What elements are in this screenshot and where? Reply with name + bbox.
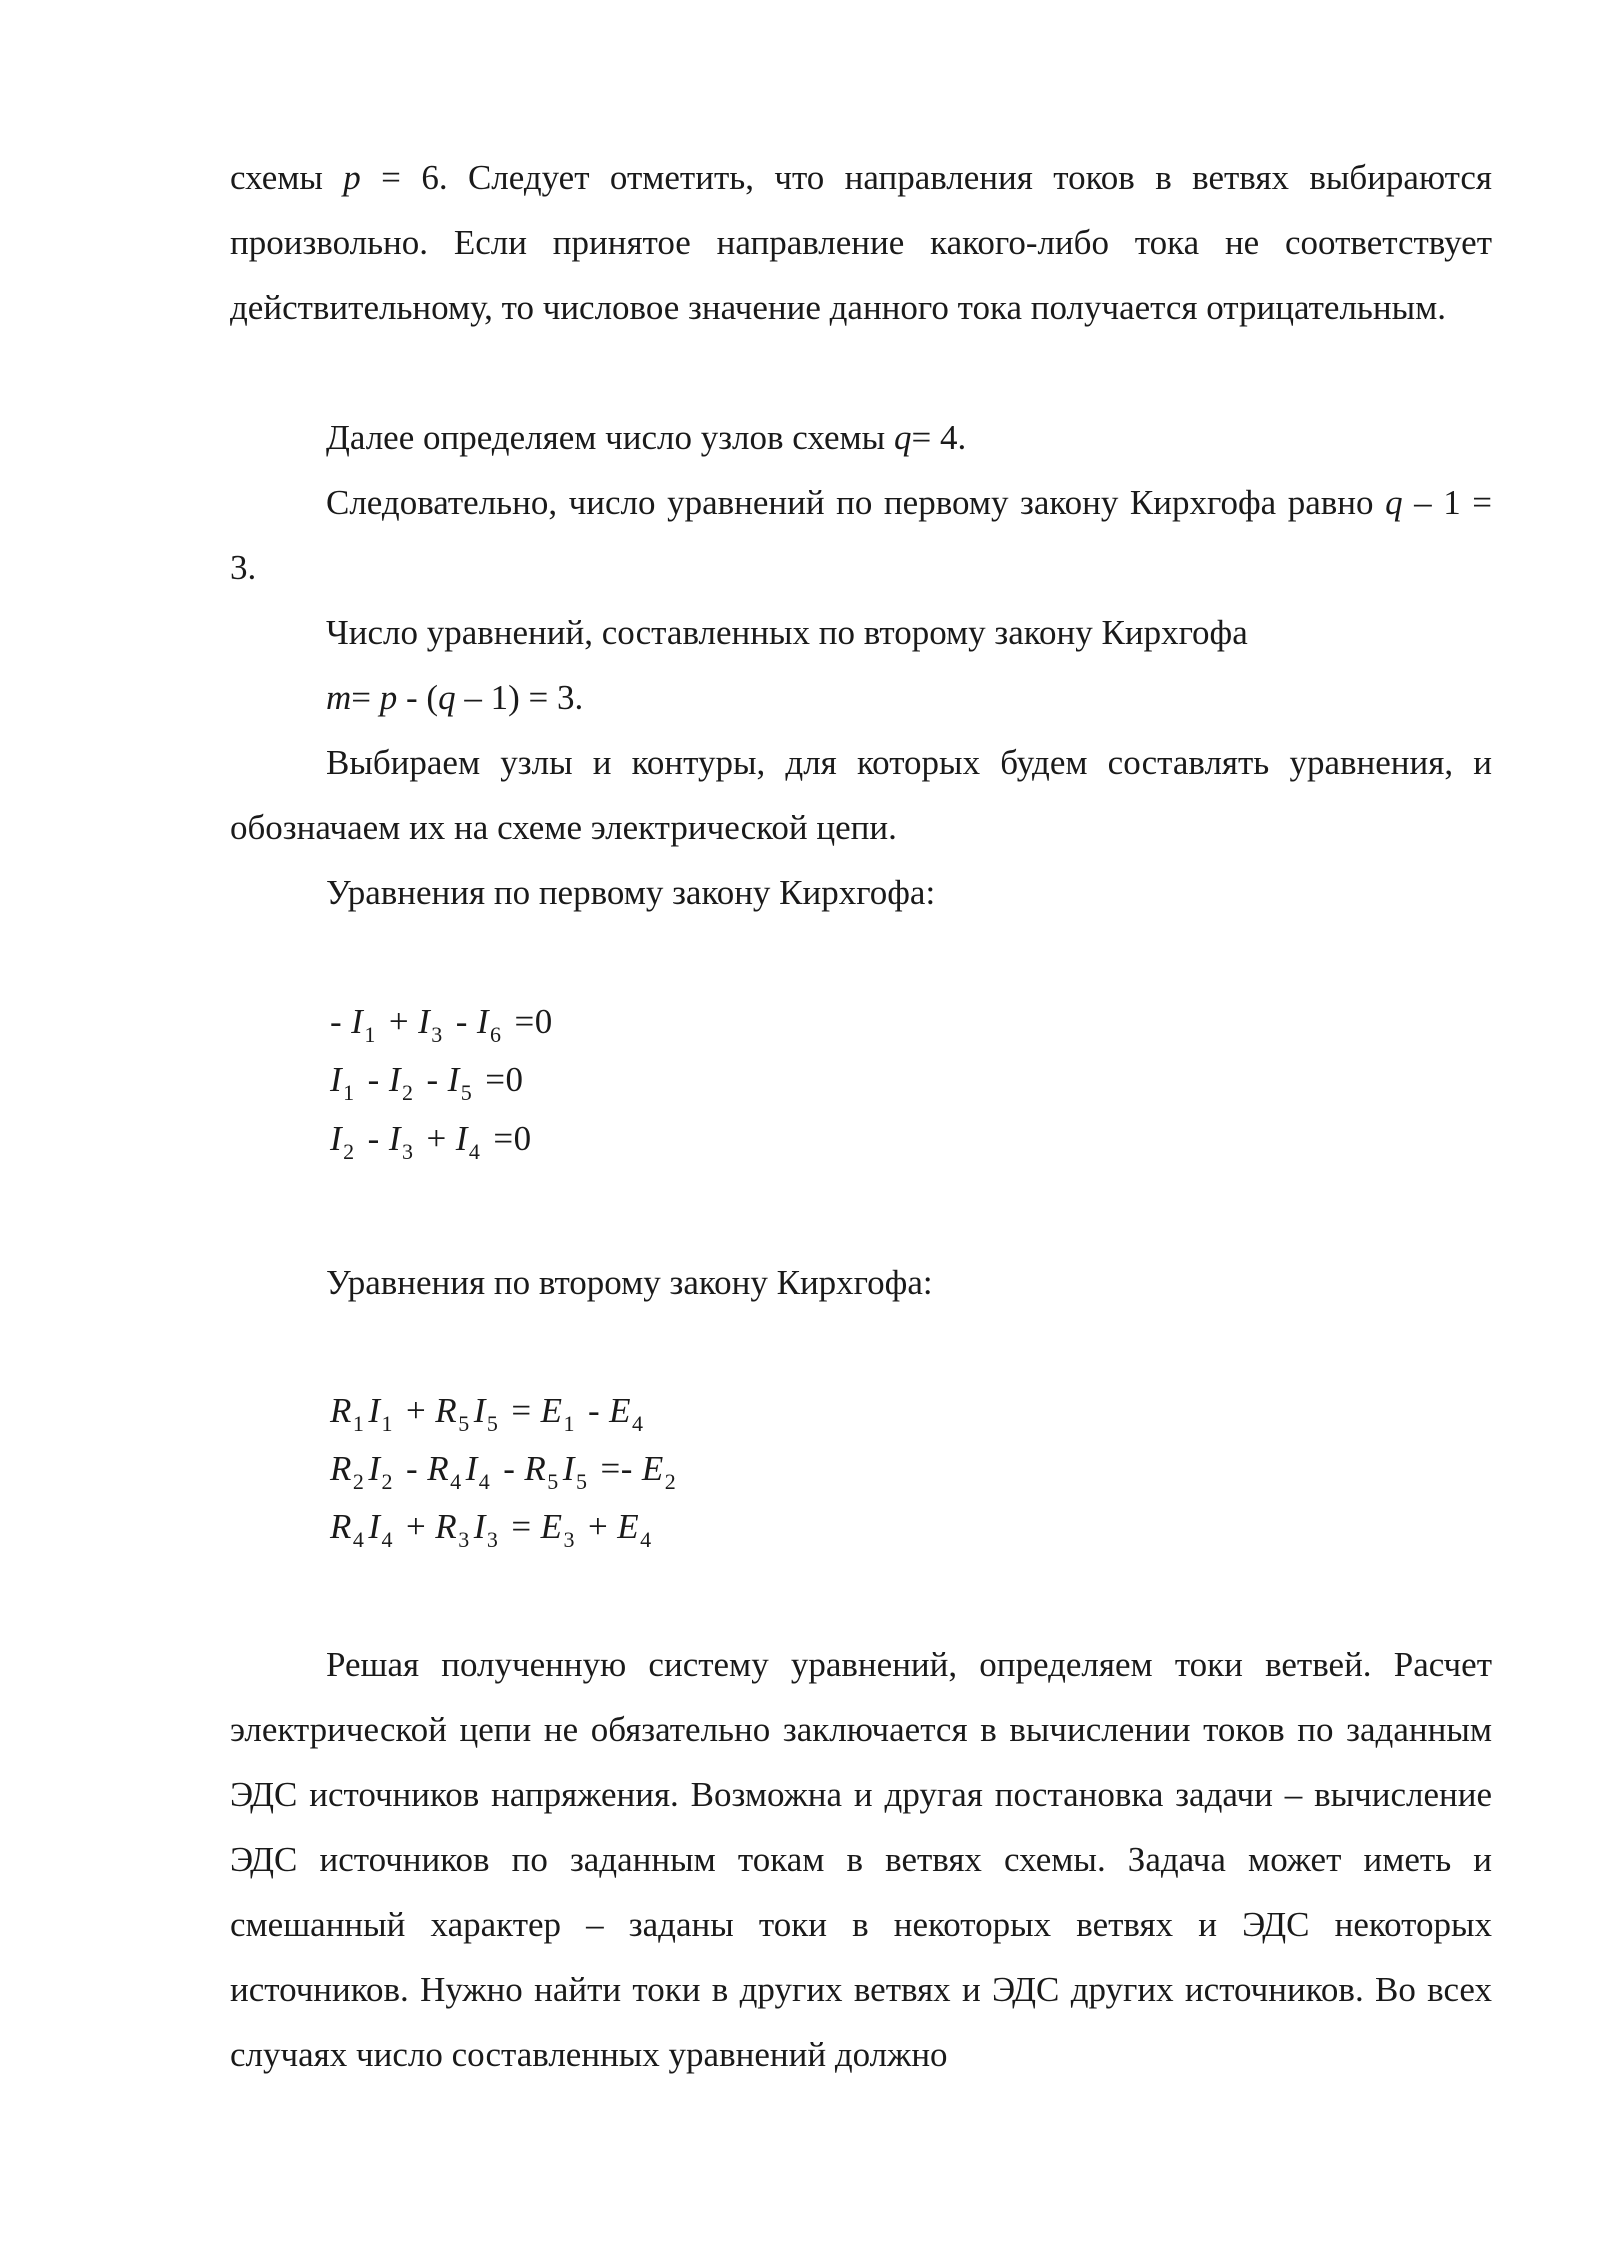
equation-row: [330, 1051, 533, 1109]
variable: E: [609, 1391, 632, 1430]
text-run: – 1) = 3.: [455, 678, 584, 717]
operator: -: [367, 1060, 380, 1099]
variable-q: q: [438, 678, 456, 717]
subscript: 1: [364, 1022, 376, 1047]
heading-second-law: [230, 1250, 1492, 1315]
paragraph-continuation: [230, 145, 1492, 340]
operator: +: [406, 1391, 427, 1430]
text-run: - (: [397, 678, 439, 717]
equation-rhs: =0: [485, 1060, 524, 1099]
subscript: 4: [381, 1527, 394, 1552]
text-run: = 6. Следует отметить, что направления токов в ветвях выбираются произвольно. Если принятое направление какого-либо тока не соответствует действительному, то числовое значение данного тока получается отрицательным.: [230, 158, 1493, 327]
variable: I: [388, 1060, 401, 1099]
variable: I: [476, 1002, 490, 1041]
equation-row: [330, 1382, 648, 1440]
variable: I: [465, 1449, 478, 1488]
operator: -: [330, 1002, 343, 1041]
subscript: 5: [460, 1080, 473, 1105]
text-run: Решая полученную систему уравнений, определяем токи ветвей. Расчет электрической цепи не обязательно заключается в вычислении токов по заданным ЭДС источников напряжения. Возможна и другая постановка задачи – вычисление ЭДС источников по заданным токам в ветвях схемы. Задача может иметь и смешанный характер – заданы токи в некоторых ветвях и ЭДС некоторых источников. Нужно найти токи в других ветвях и ЭДС других источников. Во всех случаях число составленных уравнений должно: [230, 1645, 1492, 2074]
text-run: Уравнения по первому закону Кирхгофа:: [326, 873, 936, 912]
text-run: Уравнения по второму закону Кирхгофа:: [326, 1263, 933, 1302]
variable: R: [435, 1391, 458, 1430]
subscript: 1: [381, 1411, 394, 1436]
subscript: 1: [563, 1411, 575, 1436]
operator: =: [511, 1391, 532, 1430]
variable-p: p: [379, 678, 398, 717]
variable: I: [330, 1119, 343, 1158]
variable: R: [330, 1507, 352, 1546]
equation-rhs: =0: [514, 1002, 553, 1041]
operator: +: [388, 1002, 410, 1041]
subscript: 3: [563, 1527, 575, 1552]
variable-p: p: [343, 158, 361, 197]
variable: I: [351, 1002, 364, 1041]
subscript: 3: [458, 1527, 470, 1552]
subscript: 6: [490, 1022, 502, 1047]
text-run: Следовательно, число уравнений по первому закону Кирхгофа равно: [326, 483, 1386, 522]
subscript: 5: [575, 1469, 588, 1494]
operator: =: [511, 1507, 532, 1546]
variable: I: [368, 1507, 381, 1546]
equation-row: [330, 1110, 541, 1168]
operator: =-: [600, 1449, 633, 1488]
variable: E: [540, 1391, 563, 1430]
variable: I: [368, 1391, 381, 1430]
paragraph-first-law-count: [230, 470, 1492, 600]
variable: R: [427, 1449, 450, 1488]
variable-q: q: [1385, 483, 1403, 522]
variable: R: [330, 1391, 352, 1430]
equation-row: [330, 1498, 656, 1556]
subscript: 5: [486, 1411, 499, 1436]
operator: +: [587, 1507, 609, 1546]
text-run: – 1 = 3.: [230, 483, 1492, 587]
subscript: 5: [458, 1411, 470, 1436]
paragraph-choose-nodes: [230, 730, 1492, 860]
variable: I: [455, 1119, 468, 1158]
subscript: 3: [431, 1022, 443, 1047]
text-run: Число уравнений, составленных по второму закону Кирхгофа: [326, 613, 1248, 652]
subscript: 4: [632, 1411, 644, 1436]
paragraph-second-law-count: [230, 600, 1492, 665]
subscript: 4: [450, 1469, 462, 1494]
text-run: = 4.: [911, 418, 967, 457]
operator: +: [426, 1119, 447, 1158]
variable-m: m: [326, 678, 352, 717]
subscript: 4: [478, 1469, 491, 1494]
operator: -: [406, 1449, 419, 1488]
operator: -: [455, 1002, 468, 1041]
variable: E: [540, 1507, 563, 1546]
subscript: 4: [640, 1527, 652, 1552]
subscript: 2: [664, 1469, 677, 1494]
subscript: 3: [401, 1139, 414, 1164]
subscript: 4: [352, 1527, 365, 1552]
subscript: 4: [468, 1139, 481, 1164]
formula-m: [326, 665, 583, 730]
variable: I: [388, 1119, 401, 1158]
paragraph-node-count: [230, 405, 1492, 470]
variable: I: [368, 1449, 381, 1488]
equation-row: [330, 993, 562, 1051]
equation-rhs: =0: [493, 1119, 532, 1158]
text-run: Далее определяем число узлов схемы: [326, 418, 894, 457]
operator: -: [587, 1391, 601, 1430]
variable-q: q: [893, 418, 912, 457]
text-run: =: [351, 678, 380, 717]
variable: R: [330, 1449, 352, 1488]
variable: I: [418, 1002, 431, 1041]
operator: -: [426, 1060, 439, 1099]
variable: I: [330, 1060, 343, 1099]
variable: R: [524, 1449, 547, 1488]
variable: E: [641, 1449, 664, 1488]
subscript: 3: [486, 1527, 499, 1552]
subscript: 2: [381, 1469, 394, 1494]
variable: I: [562, 1449, 575, 1488]
operator: -: [503, 1449, 516, 1488]
text-run: схемы: [230, 158, 344, 197]
operator: -: [367, 1119, 380, 1158]
heading-first-law: [230, 860, 1492, 925]
subscript: 5: [547, 1469, 559, 1494]
text-run: Выбираем узлы и контуры, для которых будем составлять уравнения, и обозначаем их на схеме электрической цепи.: [230, 743, 1492, 847]
paragraph-solution: [230, 1632, 1492, 2087]
variable: I: [473, 1507, 486, 1546]
equation-row: [330, 1440, 680, 1498]
subscript: 2: [352, 1469, 365, 1494]
variable: I: [473, 1391, 486, 1430]
subscript: 2: [343, 1139, 355, 1164]
variable: I: [447, 1060, 460, 1099]
variable: R: [435, 1507, 458, 1546]
operator: +: [406, 1507, 427, 1546]
variable: E: [617, 1507, 640, 1546]
subscript: 2: [401, 1080, 414, 1105]
subscript: 1: [352, 1411, 365, 1436]
subscript: 1: [343, 1080, 355, 1105]
